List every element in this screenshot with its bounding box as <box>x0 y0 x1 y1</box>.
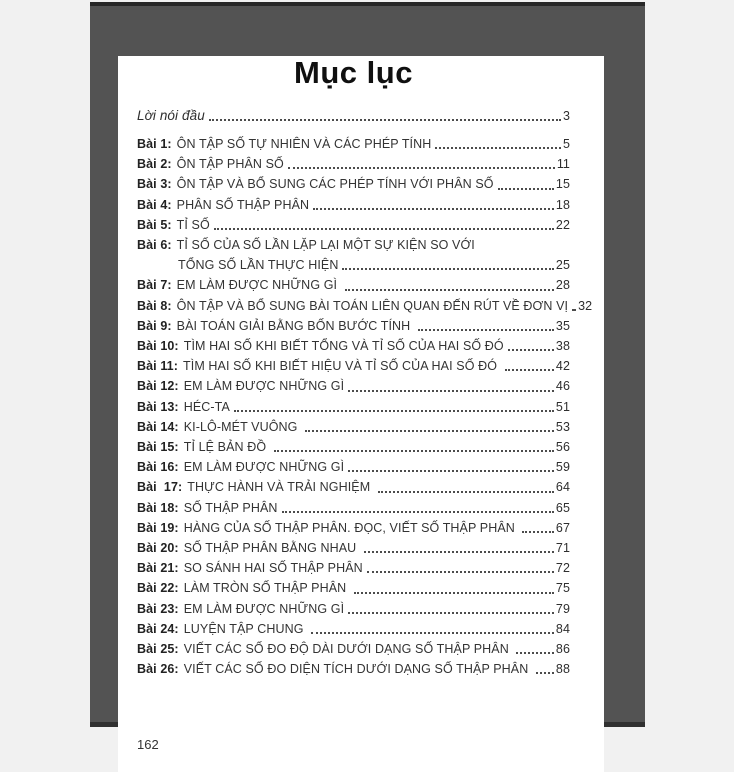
entry-label: Bài 2: <box>137 157 172 172</box>
entry-title: ÔN TẬP SỐ TỰ NHIÊN VÀ CÁC PHÉP TÍNH <box>176 137 432 151</box>
entry-title: BÀI TOÁN GIẢI BẰNG BỐN BƯỚC TÍNH <box>176 318 414 333</box>
entry-page-number: 65 <box>555 500 570 515</box>
toc-entry-list <box>137 134 593 679</box>
entry-page-number: 88 <box>555 662 570 677</box>
dotted-leader <box>536 672 554 674</box>
entry-title: TỈ LỆ BẢN ĐỒ <box>183 440 270 455</box>
toc-entry-row <box>137 215 570 235</box>
entry-page-number: 35 <box>555 318 570 333</box>
dotted-leader <box>342 268 553 270</box>
entry-label: Bài 15: <box>137 440 179 455</box>
entry-page-number: 59 <box>555 460 570 475</box>
dotted-leader <box>282 511 554 513</box>
entry-page-number: 51 <box>555 399 570 414</box>
toc-entry-row <box>137 134 570 154</box>
entry-title: SO SÁNH HAI SỐ THẬP PHÂN <box>183 561 363 576</box>
entry-page-number: 15 <box>555 177 570 192</box>
entry-page-number: 86 <box>555 642 570 657</box>
dotted-leader <box>516 652 553 654</box>
toc-preface-row <box>137 106 570 126</box>
entry-page-number: 64 <box>555 480 570 495</box>
dotted-leader <box>572 309 576 311</box>
entry-label: Bài 24: <box>137 621 179 636</box>
toc-page <box>118 56 604 772</box>
toc-entry-row <box>137 558 570 578</box>
entry-title: KI-LÔ-MÉT VUÔNG <box>183 419 302 434</box>
entry-title: EM LÀM ĐƯỢC NHỮNG GÌ <box>183 379 345 394</box>
dotted-leader <box>274 450 554 452</box>
dotted-leader <box>354 592 554 594</box>
dotted-leader <box>234 410 554 412</box>
toc-entry-row <box>137 235 570 255</box>
entry-title: TÌM HAI SỐ KHI BIẾT TỔNG VÀ TỈ SỐ CỦA HAI SỐ ĐÓ <box>183 339 504 354</box>
dotted-leader <box>364 551 554 553</box>
toc-entry-row <box>137 316 570 336</box>
dotted-leader <box>435 147 561 149</box>
folio-page-number: 162 <box>137 737 159 752</box>
toc-entry-row <box>137 498 570 518</box>
entry-title: THỰC HÀNH VÀ TRẢI NGHIỆM <box>187 480 374 495</box>
entry-label: Bài 3: <box>137 177 172 192</box>
dotted-leader <box>367 571 554 573</box>
entry-page-number: 38 <box>555 339 570 354</box>
dotted-leader <box>214 228 554 230</box>
table-of-contents <box>137 106 593 679</box>
entry-label: Bài 8: <box>137 298 172 313</box>
entry-title: LUYỆN TẬP CHUNG <box>183 621 308 636</box>
entry-page-number: 18 <box>555 197 570 212</box>
entry-title: EM LÀM ĐƯỢC NHỮNG GÌ <box>183 601 345 616</box>
dotted-leader <box>498 188 554 190</box>
dotted-leader <box>508 349 554 351</box>
entry-title: LÀM TRÒN SỐ THẬP PHÂN <box>183 581 350 596</box>
entry-label: Bài 13: <box>137 399 179 414</box>
toc-entry-row <box>137 154 570 174</box>
dotted-leader <box>313 208 554 210</box>
entry-label: Bài 21: <box>137 561 179 576</box>
entry-page-number: 56 <box>555 440 570 455</box>
entry-page-number: 79 <box>555 601 570 616</box>
toc-entry-row <box>137 376 570 396</box>
toc-entry-row <box>137 336 570 356</box>
page-title: Mục lục <box>294 55 413 90</box>
entry-label: Bài 20: <box>137 541 179 556</box>
entry-page-number: 28 <box>555 278 570 293</box>
toc-entry-row <box>137 296 593 316</box>
entry-title: ÔN TẬP VÀ BỔ SUNG CÁC PHÉP TÍNH VỚI PHÂN SỐ <box>176 177 494 192</box>
entry-label: Bài 22: <box>137 581 179 596</box>
entry-label: Bài 17: <box>137 480 183 495</box>
entry-label: Bài 7: <box>137 278 172 293</box>
dotted-leader <box>348 612 554 614</box>
toc-entry-row <box>137 195 570 215</box>
entry-label: Bài 10: <box>137 339 179 354</box>
entry-title: ÔN TẬP PHÂN SỐ <box>176 157 284 172</box>
entry-label: Bài 23: <box>137 601 179 616</box>
entry-title: TỈ SỐ <box>176 217 210 232</box>
entry-label: Bài 6: <box>137 238 172 253</box>
dotted-leader <box>209 119 561 121</box>
entry-page-number: 84 <box>555 621 570 636</box>
toc-entry-row <box>137 538 570 558</box>
entry-page-number: 11 <box>556 157 570 172</box>
dotted-leader <box>305 430 554 432</box>
entry-label: Bài 9: <box>137 318 172 333</box>
entry-title: VIẾT CÁC SỐ ĐO ĐỘ DÀI DƯỚI DẠNG SỐ THẬP PHÂN <box>183 642 513 657</box>
entry-title: SỐ THẬP PHÂN BẰNG NHAU <box>183 541 360 556</box>
entry-page-number: 22 <box>555 217 570 232</box>
entry-title: VIẾT CÁC SỐ ĐO DIỆN TÍCH DƯỚI DẠNG SỐ THẬP PHÂN <box>183 662 532 677</box>
entry-label: Bài 11: <box>137 359 179 374</box>
toc-entry-row <box>137 275 570 295</box>
entry-title: HÉC-TA <box>183 399 230 414</box>
entry-label: Bài 1: <box>137 137 172 151</box>
entry-title: TÌM HAI SỐ KHI BIẾT HIỆU VÀ TỈ SỐ CỦA HAI SỐ ĐÓ <box>183 359 501 374</box>
entry-page-number: 42 <box>555 359 570 374</box>
preface-label: Lời nói đầu <box>137 108 205 123</box>
entry-page-number: 67 <box>555 520 570 535</box>
entry-label: Bài 18: <box>137 500 179 515</box>
entry-title: ÔN TẬP VÀ BỔ SUNG BÀI TOÁN LIÊN QUAN ĐẾN RÚT VỀ ĐƠN VỊ <box>176 298 569 313</box>
toc-entry-row <box>137 578 570 598</box>
entry-page-number: 46 <box>555 379 570 394</box>
dotted-leader <box>505 369 554 371</box>
toc-entry-row <box>137 599 570 619</box>
entry-label: Bài 16: <box>137 460 179 475</box>
entry-title: EM LÀM ĐƯỢC NHỮNG GÌ <box>176 278 341 293</box>
entry-page-number: 53 <box>555 419 570 434</box>
toc-entry-row <box>137 619 570 639</box>
entry-label: Bài 19: <box>137 520 179 535</box>
entry-label: Bài 12: <box>137 379 179 394</box>
toc-entry-row <box>137 356 570 376</box>
entry-title-line2: TỔNG SỐ LẦN THỰC HIỆN <box>178 258 339 273</box>
dotted-leader <box>378 491 554 493</box>
toc-entry-row <box>137 417 570 437</box>
dotted-leader <box>348 470 554 472</box>
toc-entry-continuation-row <box>137 255 570 275</box>
entry-label: Bài 14: <box>137 419 179 434</box>
toc-entry-row <box>137 397 570 417</box>
entry-page-number: 5 <box>562 137 570 151</box>
toc-entry-row <box>137 659 570 679</box>
entry-page-number: 75 <box>555 581 570 596</box>
entry-label: Bài 5: <box>137 217 172 232</box>
entry-title: TỈ SỐ CỦA SỐ LẦN LẶP LẠI MỘT SỰ KIỆN SO VỚI <box>176 238 475 253</box>
dotted-leader <box>348 390 554 392</box>
entry-page-number: 32 <box>578 298 593 313</box>
entry-title: PHÂN SỐ THẬP PHÂN <box>176 197 310 212</box>
entry-label: Bài 4: <box>137 197 172 212</box>
toc-entry-row <box>137 518 570 538</box>
toc-entry-row <box>137 457 570 477</box>
dotted-leader <box>345 289 554 291</box>
book-backdrop <box>90 2 645 752</box>
entry-page-number: 71 <box>555 541 570 556</box>
entry-title: EM LÀM ĐƯỢC NHỮNG GÌ <box>183 460 345 475</box>
toc-entry-row <box>137 639 570 659</box>
toc-entry-row <box>137 174 570 194</box>
dotted-leader <box>311 632 554 634</box>
dotted-leader <box>288 167 555 169</box>
entry-label: Bài 25: <box>137 642 179 657</box>
dotted-leader <box>522 531 553 533</box>
entry-page-number: 25 <box>555 258 570 273</box>
dotted-leader <box>418 329 554 331</box>
toc-entry-row <box>137 437 570 457</box>
toc-entry-row <box>137 477 570 497</box>
entry-title: SỐ THẬP PHÂN <box>183 500 278 515</box>
entry-title: HÀNG CỦA SỐ THẬP PHÂN. ĐỌC, VIẾT SỐ THẬP PHÂN <box>183 520 519 535</box>
entry-label: Bài 26: <box>137 662 179 677</box>
entry-page-number: 72 <box>555 561 570 576</box>
preface-page-number: 3 <box>562 109 570 123</box>
